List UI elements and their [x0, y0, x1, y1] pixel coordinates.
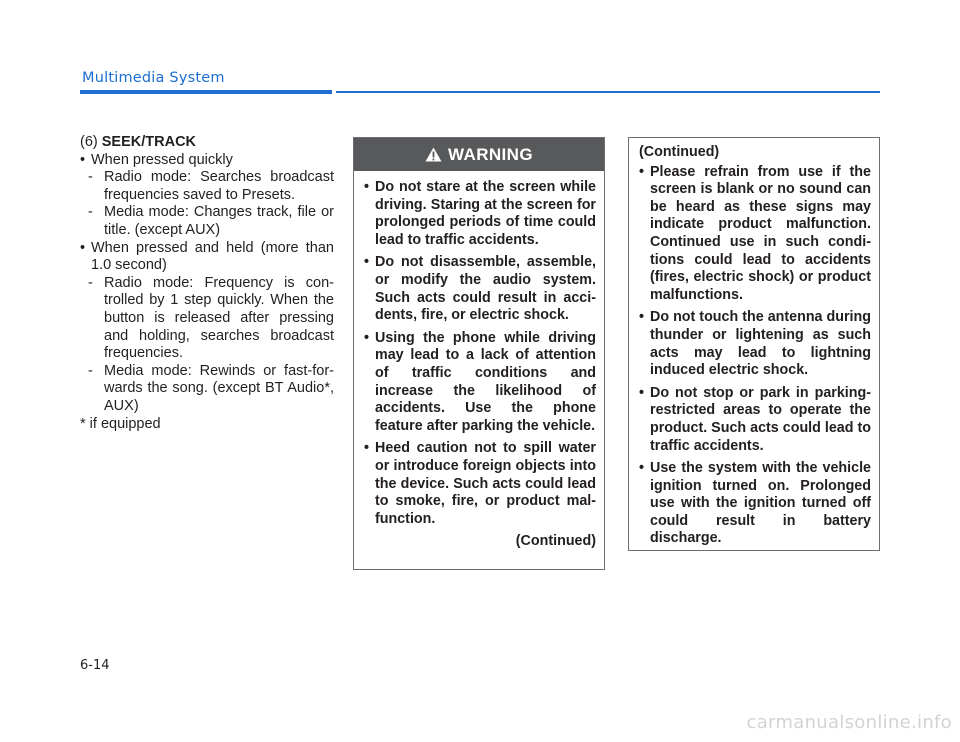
page-number: 6-14 [80, 658, 110, 673]
sub-item-text: Radio mode: Frequency is con-trolled by 1 step quickly. When the button is released after pressing and holding, searches broadcast frequencies. [104, 274, 334, 362]
warning-item [639, 164, 871, 305]
bullet-mark: • [364, 329, 370, 346]
bullet-mark: • [80, 239, 86, 256]
left-column [80, 134, 334, 433]
sub-item-text: Radio mode: Searches broadcast frequencies saved to Presets. [104, 169, 334, 203]
warning-box [353, 137, 605, 570]
dash-mark: - [88, 204, 93, 221]
warning-item-text: Heed caution not to spill water or introduce foreign objects into the device. Such acts could lead to smoke, fire, or product mal-function. [375, 440, 596, 527]
warning-header [354, 138, 604, 171]
heading-number: (6) [80, 134, 98, 150]
sub-item [80, 363, 334, 416]
warning-item [364, 179, 596, 249]
bullet-mark: • [639, 163, 645, 180]
continued-label: (Continued) [515, 533, 596, 550]
warning-item [364, 330, 596, 436]
warning-body [354, 171, 604, 551]
section-title: Multimedia System [82, 70, 225, 86]
dash-mark: - [88, 274, 93, 291]
bullet-mark: • [364, 440, 370, 457]
bullet-mark: • [639, 309, 645, 326]
feature-heading [80, 134, 334, 152]
heading-title: SEEK/TRACK [101, 134, 197, 150]
sub-item [80, 275, 334, 363]
continued-body [629, 138, 879, 548]
warning-triangle-icon [425, 147, 442, 162]
warning-item-text: Please refrain from use if the screen is blank or no sound can be heard as these signs may indicate product malfunction. Continued use in such condi-tions could lead to accidents (fires, electric shock) or product malfunctions. [650, 163, 871, 303]
watermark: carmanualsonline.info [746, 712, 952, 733]
header-rule-thin [336, 91, 880, 93]
bullet-text: When pressed and held (more than 1.0 second) [91, 239, 334, 274]
dash-mark: - [88, 169, 93, 186]
warning-item-text: Do not touch the antenna during thunder or lightening as such acts may lead to lightning induced electric shock. [650, 309, 871, 379]
header-rule-thick [80, 90, 332, 94]
continued-box [628, 137, 880, 551]
warning-item-text: Do not stop or park in parking-restricted areas to operate the product. Such acts could lead to traffic accidents. [650, 384, 871, 454]
list-item [80, 152, 334, 170]
bullet-mark: • [364, 254, 370, 271]
footnote: * if equipped [80, 415, 161, 432]
continued-top-label: (Continued) [639, 144, 720, 160]
sub-item-text: Media mode: Changes track, file or title. (except AUX) [104, 204, 334, 238]
warning-item-text: Use the system with the vehicle ignition turned on. Prolonged use with the ignition turned off could result in battery discharge. [650, 460, 871, 547]
sub-item [80, 204, 334, 239]
warning-item-text: Using the phone while driving may lead to a lack of attention of traffic conditions and increase the likelihood of accidents. Use the phone feature after parking the vehicle. [375, 329, 596, 434]
sub-item [80, 169, 334, 204]
warning-item [364, 440, 596, 528]
warning-item-text: Do not disassemble, assemble, or modify the audio system. Such acts could result in acci-dents, fire, or electric shock. [375, 254, 596, 324]
bullet-mark: • [639, 384, 645, 401]
bullet-mark: • [80, 151, 86, 168]
warning-item-text: Do not stare at the screen while driving. Staring at the screen for prolonged periods of time could lead to traffic accidents. [375, 179, 596, 248]
warning-title: WARNING [448, 144, 533, 164]
warning-item [639, 309, 871, 379]
warning-item [364, 254, 596, 324]
sub-item-text: Media mode: Rewinds or fast-for-wards the song. (except BT Audio*, AUX) [104, 362, 334, 414]
warning-item [639, 385, 871, 455]
bullet-text: When pressed quickly [91, 151, 233, 168]
dash-mark: - [88, 362, 93, 379]
bullet-mark: • [364, 179, 370, 195]
warning-item [639, 460, 871, 548]
list-item [80, 240, 334, 275]
bullet-mark: • [639, 460, 645, 477]
